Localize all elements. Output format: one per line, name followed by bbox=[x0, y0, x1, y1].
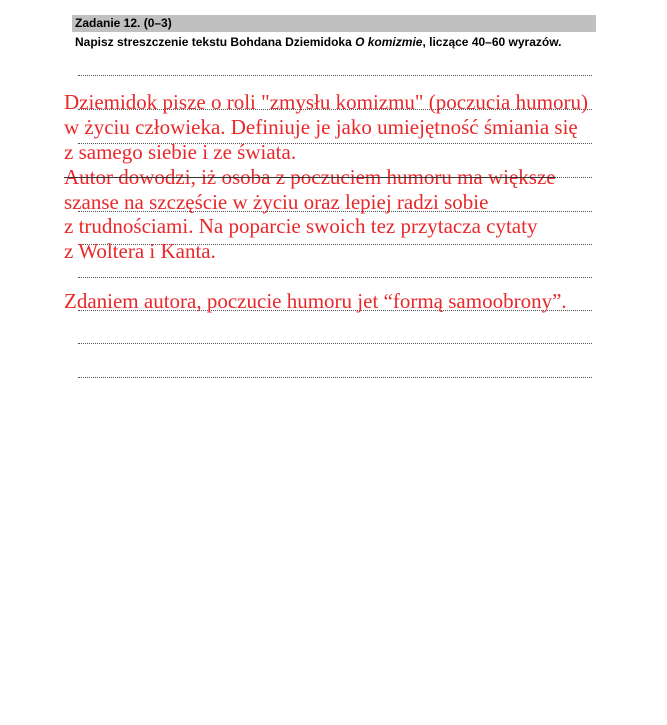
answer-text-line: z trudnościami. Na poparcie swoich tez przytacza cytaty bbox=[64, 214, 538, 238]
answer-text-line: Autor dowodzi, iż osoba z poczuciem humoru ma większe bbox=[64, 165, 556, 189]
instruction-prefix: Napisz streszczenie tekstu Bohdana Dziemidoka bbox=[75, 35, 356, 49]
answer-text-line: w życiu człowieka. Definiuje je jako umiejętność śmiania się bbox=[64, 115, 578, 139]
answer-dotted-line bbox=[78, 277, 592, 278]
answer-dotted-line bbox=[78, 343, 592, 344]
answer-text-line: Dziemidok pisze o roli "zmysłu komizmu" (poczucia humoru) bbox=[64, 90, 588, 114]
answer-dotted-line bbox=[78, 75, 592, 76]
instruction-italic-title: O komizmie bbox=[355, 35, 423, 49]
answer-text-line: z samego siebie i ze świata. bbox=[64, 140, 297, 164]
task-title: Zadanie 12. (0–3) bbox=[75, 16, 172, 30]
instruction-suffix: , liczące 40–60 wyrazów. bbox=[422, 35, 562, 49]
answer-text-line: szanse na szczęście w życiu oraz lepiej radzi sobie bbox=[64, 190, 489, 214]
answer-text-line: Zdaniem autora, poczucie humoru jet “formą samoobrony”. bbox=[64, 289, 567, 313]
task-instruction bbox=[75, 35, 561, 49]
answer-text-line: z Woltera i Kanta. bbox=[64, 239, 216, 263]
task-header-bar bbox=[72, 15, 596, 32]
answer-dotted-line bbox=[78, 377, 592, 378]
